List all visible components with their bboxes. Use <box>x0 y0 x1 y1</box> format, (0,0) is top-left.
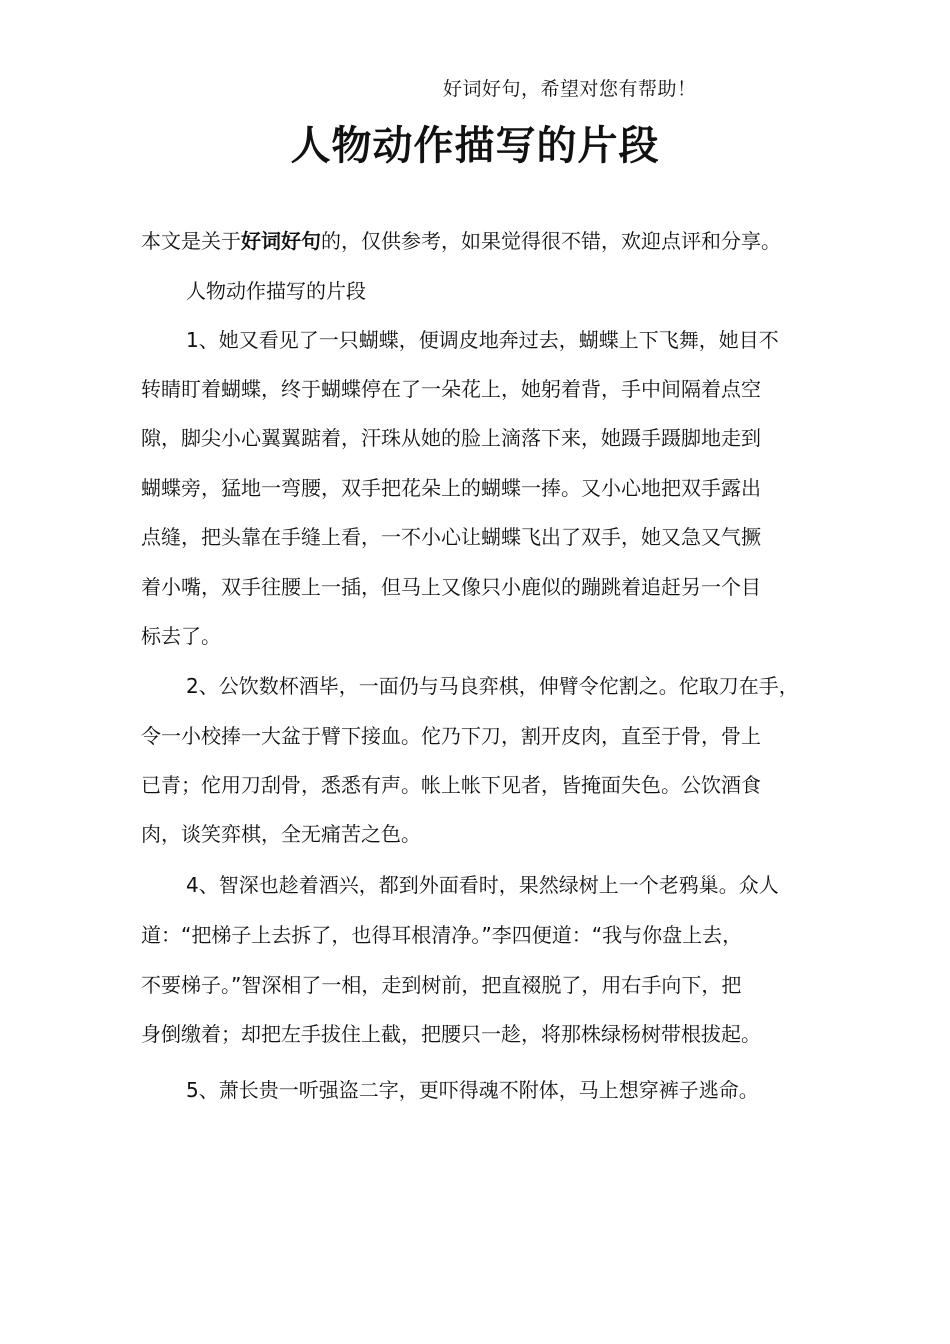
paragraph-3-line-2: 道：“把梯子上去拆了，也得耳根清净。”李四便道：“我与你盘上去， <box>141 923 743 947</box>
paragraph-3-line-4: 身倒缴着；却把左手拔住上截，把腰只一趁，将那株绿杨树带根拔起。 <box>141 1022 761 1046</box>
paragraph-1-line-1: 1、她又看见了一只蝴蝶，便调皮地奔过去，蝴蝶上下飞舞，她目不 <box>186 328 779 352</box>
paragraph-3-line-1: 4、智深也趁着酒兴，都到外面看时，果然绿树上一个老鸦巢。众人 <box>186 873 779 897</box>
paragraph-2-line-3: 已青；佗用刀刮骨，悉悉有声。帐上帐下见者，皆掩面失色。公饮酒食 <box>141 773 761 797</box>
paragraph-1-line-5: 点缝，把头靠在手缝上看，一不小心让蝴蝶飞出了双手，她又急又气撅 <box>141 525 761 549</box>
paragraph-2-line-4: 肉，谈笑弈棋，全无痛苦之色。 <box>141 822 421 846</box>
page-title: 人物动作描写的片段 <box>290 123 660 169</box>
paragraph-3-line-3: 不要梯子。”智深相了一相，走到树前，把直裰脱了，用右手向下，把 <box>141 973 742 997</box>
intro-before: 本文是关于 <box>141 229 241 253</box>
header-note: 好词好句，希望对您有帮助！ <box>443 78 697 100</box>
paragraph-1-line-6: 着小嘴，双手往腰上一插，但马上又像只小鹿似的蹦跳着追赶另一个目 <box>141 575 761 599</box>
paragraph-1-line-4: 蝴蝶旁，猛地一弯腰，双手把花朵上的蝴蝶一捧。又小心地把双手露出 <box>141 476 761 500</box>
intro-line <box>141 227 781 255</box>
paragraph-2-line-2: 令一小校捧一大盆于臂下接血。佗乃下刀，割开皮肉，直至于骨，骨上 <box>141 724 761 748</box>
paragraph-4-line-1: 5、萧长贵一听强盗二字，更吓得魂不附体，马上想穿裤子逃命。 <box>186 1078 759 1102</box>
paragraph-1-line-2: 转睛盯着蝴蝶，终于蝴蝶停在了一朵花上，她躬着背，手中间隔着点空 <box>141 377 761 401</box>
section-subtitle: 人物动作描写的片段 <box>186 279 366 303</box>
paragraph-1-line-3: 隙，脚尖小心翼翼踮着，汗珠从她的脸上滴落下来，她蹑手蹑脚地走到 <box>141 426 761 450</box>
paragraph-2-line-1: 2、公饮数杯酒毕，一面仍与马良弈棋，伸臂令佗割之。佗取刀在手， <box>186 674 799 698</box>
intro-after: 的，仅供参考，如果觉得很不错，欢迎点评和分享。 <box>321 229 781 253</box>
intro-keyword: 好词好句 <box>241 229 321 253</box>
paragraph-1-line-7: 标去了。 <box>141 624 221 648</box>
